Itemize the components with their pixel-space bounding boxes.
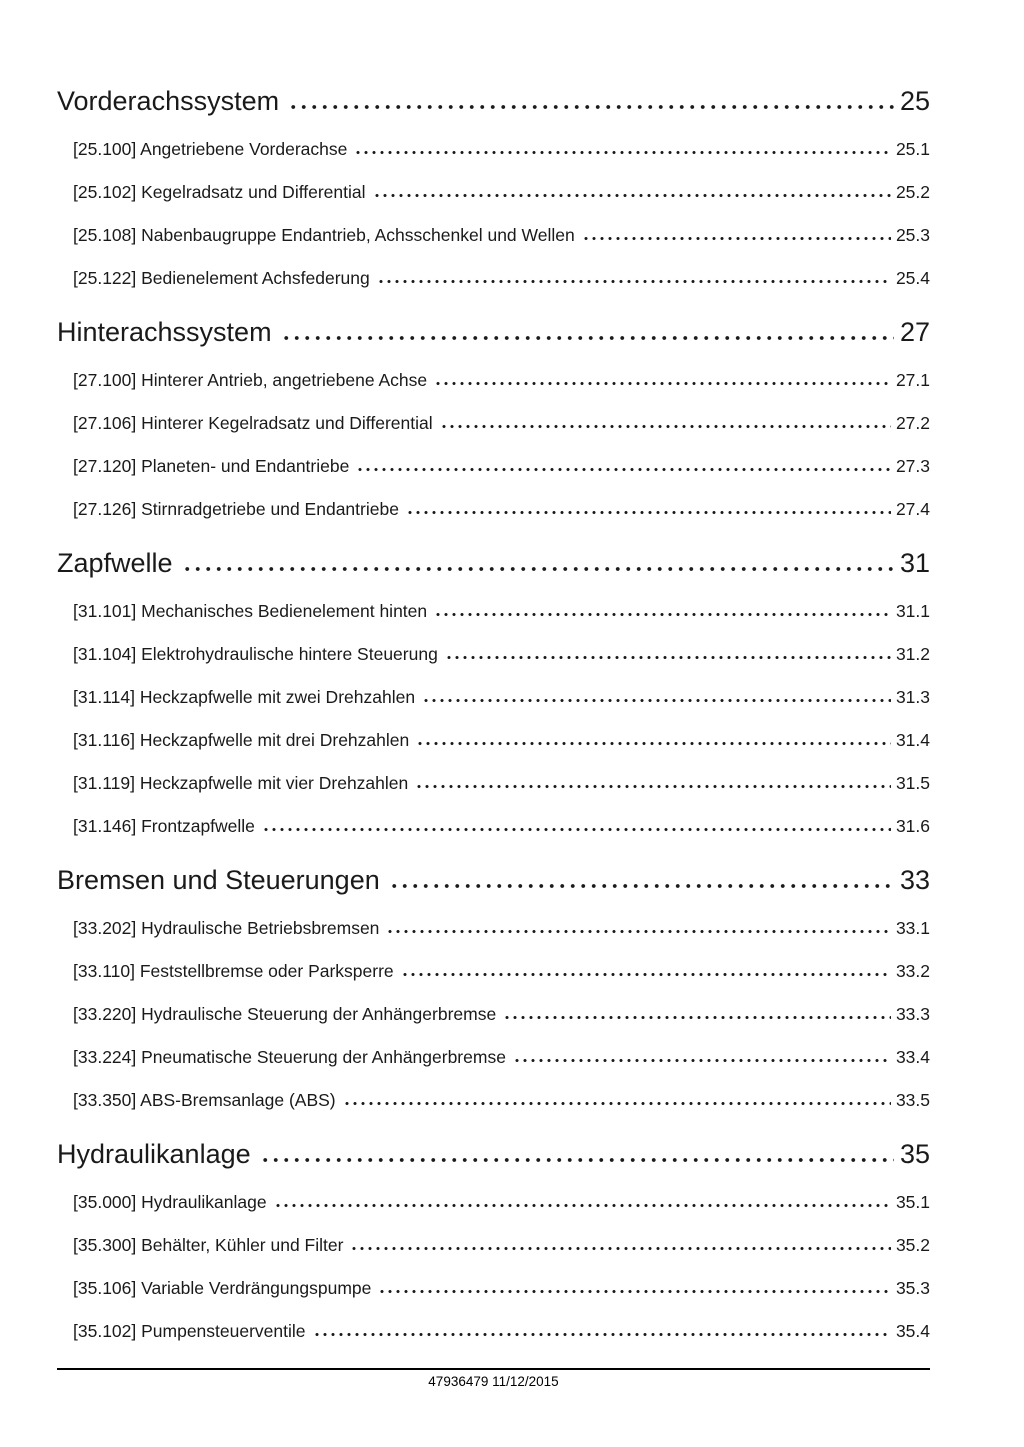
dot-leader bbox=[260, 1157, 894, 1163]
toc-section-heading bbox=[57, 548, 930, 579]
toc-section-page: 25 bbox=[899, 86, 930, 116]
dot-leader bbox=[262, 827, 891, 832]
toc-section-heading bbox=[57, 865, 930, 896]
toc-section bbox=[57, 317, 930, 520]
toc-section-heading bbox=[57, 86, 930, 117]
toc-entry-label: [35.300] Behälter, Kühler und Filter bbox=[73, 1235, 344, 1255]
toc-entry-label: [27.106] Hinterer Kegelradsatz und Differential bbox=[73, 413, 433, 433]
toc-entry-page: 27.4 bbox=[895, 499, 930, 519]
table-of-contents bbox=[57, 86, 930, 1342]
toc-section-page: 31 bbox=[899, 548, 930, 578]
toc-entry-label: [27.100] Hinterer Antrieb, angetriebene Achse bbox=[73, 370, 428, 390]
toc-entry-page: 31.2 bbox=[895, 644, 930, 664]
toc-section bbox=[57, 548, 930, 837]
toc-entry-page: 35.2 bbox=[895, 1235, 930, 1255]
dot-leader bbox=[422, 698, 891, 703]
toc-entry-label: [33.224] Pneumatische Steuerung der Anhängerbremse bbox=[73, 1047, 506, 1067]
dot-leader bbox=[182, 566, 894, 572]
dot-leader bbox=[288, 104, 894, 110]
toc-entry bbox=[57, 181, 930, 203]
dot-leader bbox=[377, 279, 891, 284]
toc-entry-label: [33.220] Hydraulische Steuerung der Anhängerbremse bbox=[73, 1004, 497, 1024]
toc-entry-page: 33.4 bbox=[895, 1047, 930, 1067]
toc-section-title: Vorderachssystem bbox=[57, 86, 280, 116]
toc-entry-page: 31.3 bbox=[895, 687, 930, 707]
toc-entry-page: 33.3 bbox=[895, 1004, 930, 1024]
dot-leader bbox=[582, 236, 891, 241]
toc-entry-page: 25.4 bbox=[895, 268, 930, 288]
toc-entry bbox=[57, 138, 930, 160]
toc-entry-label: [35.106] Variable Verdrängungspumpe bbox=[73, 1278, 372, 1298]
toc-section-heading bbox=[57, 1139, 930, 1170]
dot-leader bbox=[356, 467, 891, 472]
toc-section-heading bbox=[57, 317, 930, 348]
dot-leader bbox=[503, 1015, 891, 1020]
toc-section bbox=[57, 86, 930, 289]
dot-leader bbox=[386, 929, 891, 934]
toc-entry bbox=[57, 643, 930, 665]
toc-entry-page: 25.1 bbox=[895, 139, 930, 159]
toc-entry-label: [31.101] Mechanisches Bedienelement hinten bbox=[73, 601, 428, 621]
toc-section-page: 33 bbox=[899, 865, 930, 895]
dot-leader bbox=[434, 381, 891, 386]
toc-entry-page: 35.3 bbox=[895, 1278, 930, 1298]
toc-entry bbox=[57, 729, 930, 751]
dot-leader bbox=[513, 1058, 891, 1063]
toc-entry-label: [31.116] Heckzapfwelle mit drei Drehzahlen bbox=[73, 730, 410, 750]
dot-leader bbox=[415, 784, 891, 789]
toc-entry bbox=[57, 412, 930, 434]
dot-leader bbox=[406, 510, 891, 515]
toc-entry bbox=[57, 1046, 930, 1068]
toc-section-title: Hydraulikanlage bbox=[57, 1139, 251, 1169]
toc-entry-page: 33.5 bbox=[895, 1090, 930, 1110]
footer-text: 47936479 11/12/2015 bbox=[428, 1374, 559, 1389]
dot-leader bbox=[313, 1332, 891, 1337]
toc-entry bbox=[57, 600, 930, 622]
toc-entry bbox=[57, 1191, 930, 1213]
toc-entry-label: [33.350] ABS-Bremsanlage (ABS) bbox=[73, 1090, 336, 1110]
page-footer bbox=[57, 1368, 930, 1389]
toc-entry-label: [25.102] Kegelradsatz und Differential bbox=[73, 182, 366, 202]
toc-entry bbox=[57, 224, 930, 246]
toc-section-title: Zapfwelle bbox=[57, 548, 173, 578]
toc-entry-page: 27.1 bbox=[895, 370, 930, 390]
dot-leader bbox=[350, 1246, 890, 1251]
toc-entry-page: 25.2 bbox=[895, 182, 930, 202]
toc-section-title: Hinterachssystem bbox=[57, 317, 272, 347]
toc-entry-label: [35.000] Hydraulikanlage bbox=[73, 1192, 267, 1212]
toc-entry-label: [25.108] Nabenbaugruppe Endantrieb, Achsschenkel und Wellen bbox=[73, 225, 575, 245]
dot-leader bbox=[389, 883, 894, 889]
toc-entry-page: 35.1 bbox=[895, 1192, 930, 1212]
toc-section-page: 27 bbox=[899, 317, 930, 347]
toc-entry bbox=[57, 1003, 930, 1025]
dot-leader bbox=[274, 1203, 891, 1208]
toc-entry bbox=[57, 1320, 930, 1342]
toc-entry-page: 25.3 bbox=[895, 225, 930, 245]
toc-entry bbox=[57, 686, 930, 708]
toc-entry bbox=[57, 960, 930, 982]
toc-entry-page: 35.4 bbox=[895, 1321, 930, 1341]
toc-entry-page: 33.1 bbox=[895, 918, 930, 938]
toc-entry-label: [27.126] Stirnradgetriebe und Endantriebe bbox=[73, 499, 399, 519]
toc-entry bbox=[57, 369, 930, 391]
toc-entry-label: [25.100] Angetriebene Vorderachse bbox=[73, 139, 348, 159]
toc-entry-label: [35.102] Pumpensteuerventile bbox=[73, 1321, 306, 1341]
dot-leader bbox=[434, 612, 891, 617]
dot-leader bbox=[445, 655, 891, 660]
toc-entry bbox=[57, 455, 930, 477]
toc-entry bbox=[57, 1089, 930, 1111]
toc-entry-label: [31.146] Frontzapfwelle bbox=[73, 816, 255, 836]
toc-entry-page: 31.1 bbox=[895, 601, 930, 621]
toc-entry bbox=[57, 815, 930, 837]
toc-entry bbox=[57, 1277, 930, 1299]
toc-entry-page: 31.4 bbox=[895, 730, 930, 750]
toc-section-title: Bremsen und Steuerungen bbox=[57, 865, 380, 895]
toc-entry-page: 33.2 bbox=[895, 961, 930, 981]
toc-entry-label: [27.120] Planeten- und Endantriebe bbox=[73, 456, 350, 476]
toc-entry-label: [33.110] Feststellbremse oder Parksperre bbox=[73, 961, 394, 981]
toc-entry-label: [25.122] Bedienelement Achsfederung bbox=[73, 268, 370, 288]
toc-entry-label: [31.104] Elektrohydraulische hintere Steuerung bbox=[73, 644, 438, 664]
toc-entry-page: 27.2 bbox=[895, 413, 930, 433]
toc-entry bbox=[57, 1234, 930, 1256]
toc-section bbox=[57, 1139, 930, 1342]
toc-entry-page: 27.3 bbox=[895, 456, 930, 476]
toc-entry-page: 31.5 bbox=[895, 773, 930, 793]
dot-leader bbox=[373, 193, 891, 198]
toc-entry-page: 31.6 bbox=[895, 816, 930, 836]
dot-leader bbox=[354, 150, 891, 155]
toc-entry bbox=[57, 917, 930, 939]
dot-leader bbox=[343, 1101, 891, 1106]
toc-section bbox=[57, 865, 930, 1111]
dot-leader bbox=[416, 741, 891, 746]
toc-entry bbox=[57, 772, 930, 794]
toc-entry-label: [31.119] Heckzapfwelle mit vier Drehzahlen bbox=[73, 773, 409, 793]
dot-leader bbox=[378, 1289, 891, 1294]
dot-leader bbox=[281, 335, 894, 341]
toc-entry-label: [31.114] Heckzapfwelle mit zwei Drehzahlen bbox=[73, 687, 416, 707]
toc-entry bbox=[57, 267, 930, 289]
toc-entry bbox=[57, 498, 930, 520]
dot-leader bbox=[401, 972, 891, 977]
toc-entry-label: [33.202] Hydraulische Betriebsbremsen bbox=[73, 918, 380, 938]
dot-leader bbox=[440, 424, 891, 429]
toc-section-page: 35 bbox=[899, 1139, 930, 1169]
